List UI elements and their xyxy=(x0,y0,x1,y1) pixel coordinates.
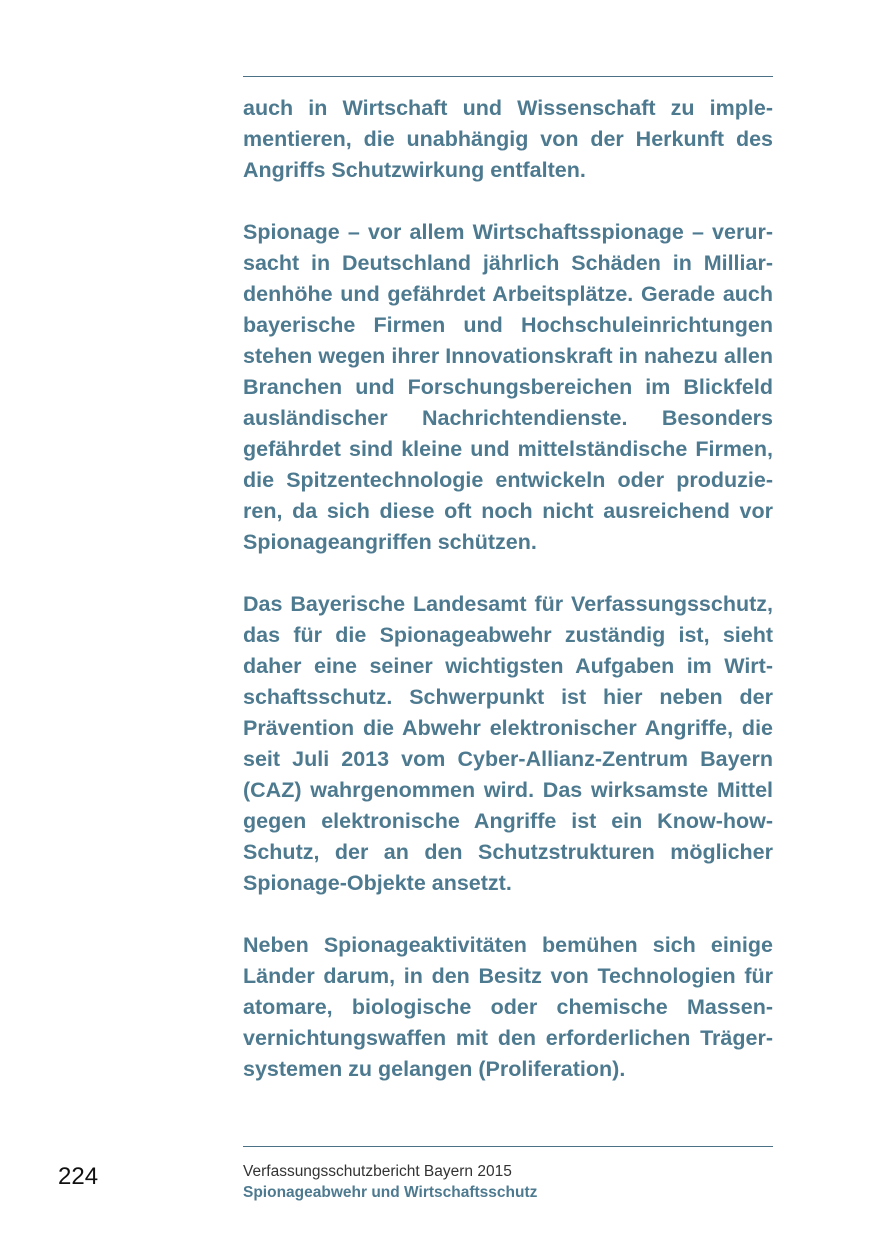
paragraph-1: auch in Wirtschaft und Wissenschaft zu implementieren, die unabhängig von der Herkunft des Angriffs Schutzwirkung entfalten. xyxy=(243,96,773,182)
paragraph-3: Das Bayerische Landesamt für Verfassungsschutz, das für die Spionageabwehr zuständig ist, sieht daher eine seiner wichtigsten Aufgaben im Wirtschaftsschutz. Schwerpunkt ist hier neben der Prävention die Abwehr elektronischer Angriffe, die seit Juli 2013 vom Cyber-Allianz-Zentrum Bayern (CAZ) wahrgenommen wird. Das wirksamste Mittel gegen elektronische Angriffe ist ein Know-how-Schutz, der an den Schutzstrukturen möglicher Spionage-Objekte ansetzt. xyxy=(243,592,773,895)
body-text xyxy=(243,93,773,1085)
running-footer xyxy=(243,1161,773,1203)
page-number: 224 xyxy=(58,1163,99,1190)
paragraph-4: Neben Spionageaktivitäten bemühen sich einige Länder darum, in den Besitz von Technologien für atomare, biologische oder chemische Massenvernichtungswaffen mit den erforderlichen Trägersystemen zu gelangen (Proliferation). xyxy=(243,933,773,1081)
paragraph-2: Spionage – vor allem Wirtschaftsspionage – verursacht in Deutschland jährlich Schäden in Milliardenhöhe und gefährdet Arbeitsplätze. Gerade auch bayerische Firmen und Hochschuleinrichtungen stehen wegen ihrer Innovationskraft in nahezu allen Branchen und Forschungsbereichen im Blickfeld ausländischer Nachrichtendienste. Besonders gefährdet sind kleine und mittelständische Firmen, die Spitzentechnologie entwickeln oder produzieren, da sich diese oft noch nicht ausreichend vor Spionageangriffen schützen. xyxy=(243,220,773,554)
footer-title: Verfassungsschutzbericht Bayern 2015 xyxy=(243,1163,512,1180)
footer-divider xyxy=(243,1146,773,1147)
top-divider xyxy=(243,76,773,77)
footer-subtitle: Spionageabwehr und Wirtschaftsschutz xyxy=(243,1184,538,1201)
